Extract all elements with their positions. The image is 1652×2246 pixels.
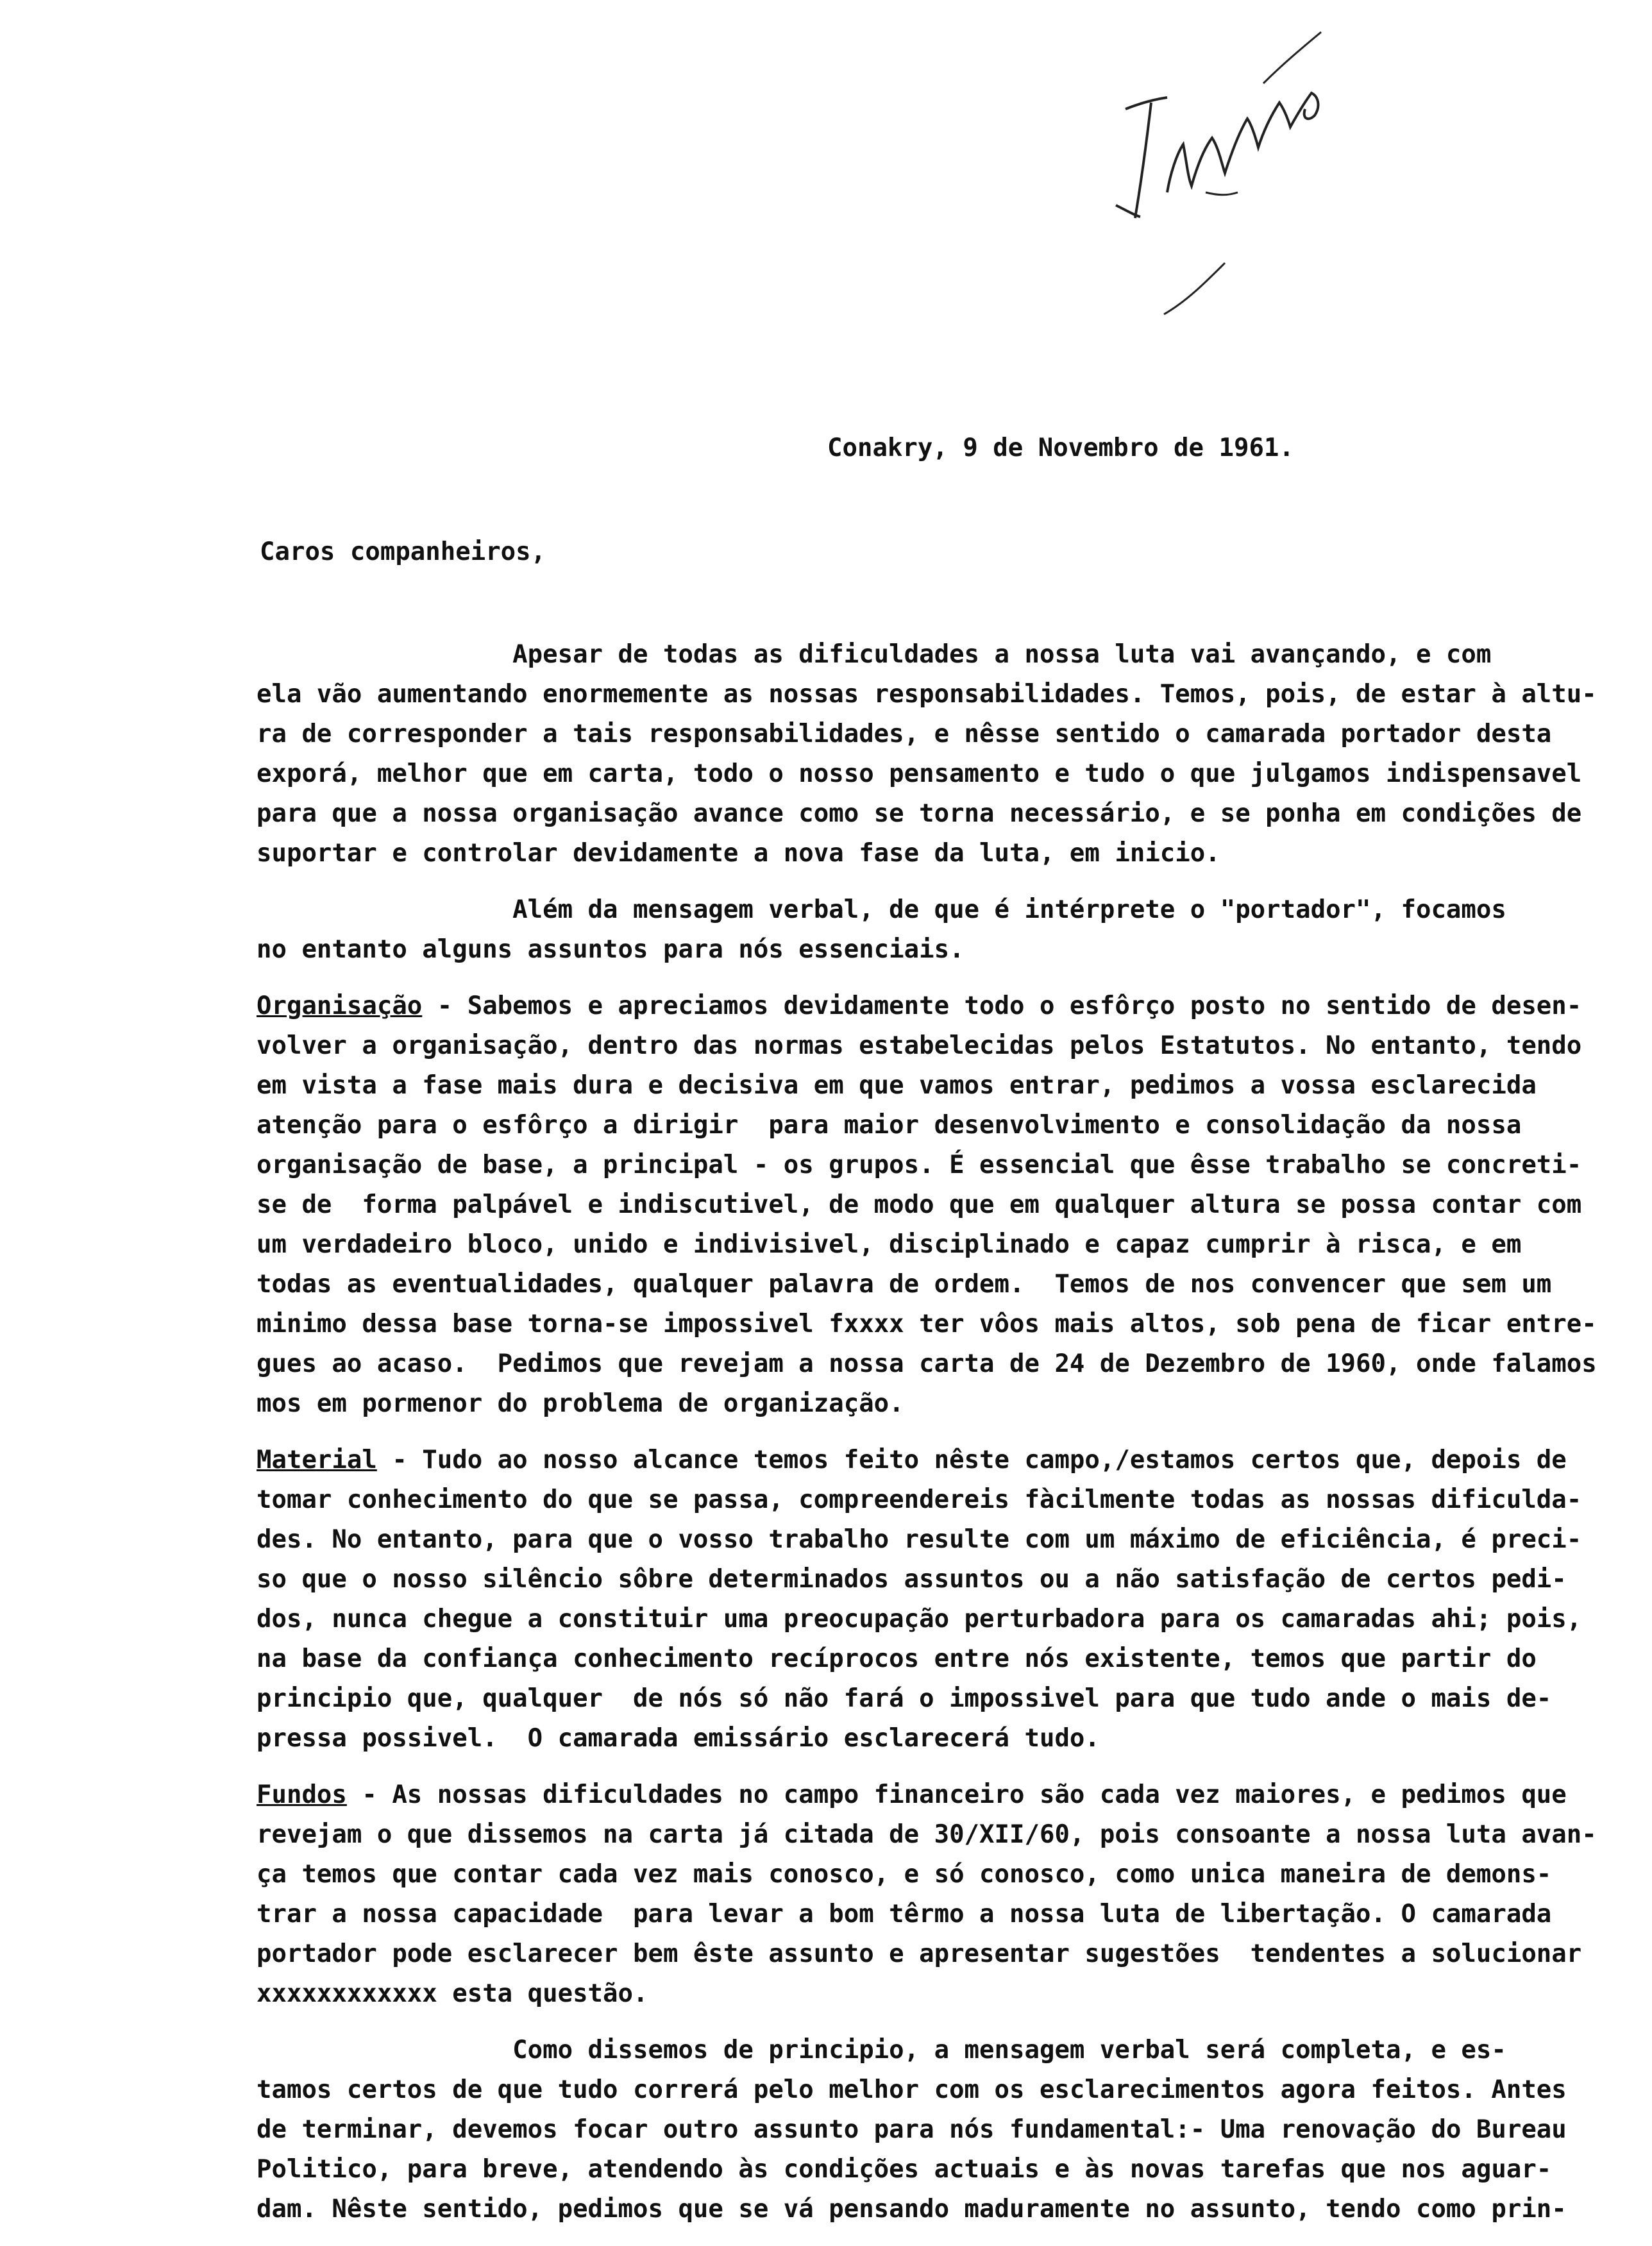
text-line: minimo dessa base torna-se impossivel fxxxx ter vôos mais altos, sob pena de ficar entre- (257, 1310, 1597, 1338)
text-line-rest: - Tudo ao nosso alcance temos feito nêste campo,/estamos certos que, depois de (376, 1446, 1567, 1474)
text-line: ça temos que contar cada vez mais conosco, e só conosco, como unica maneira de demons- (257, 1860, 1552, 1889)
text-line: se de forma palpável e indiscutivel, de modo que em qualquer altura se possa contar com (257, 1190, 1582, 1219)
letter-date: Conakry, 9 de Novembro de 1961. (827, 434, 1294, 462)
text-line (257, 986, 1622, 1026)
text-line: em vista a fase mais dura e decisiva em que vamos entrar, pedimos a vossa esclarecida (257, 1071, 1537, 1100)
text-line: Como dissemos de principio, a mensagem verbal será completa, e es- (257, 2036, 1506, 2064)
text-line: Além da mensagem verbal, de que é intérprete o "portador", focamos (257, 895, 1506, 924)
text-line: um verdadeiro bloco, unido e indivisivel, disciplinado e capaz cumprir à risca, e em (257, 1230, 1522, 1259)
paragraph-material (257, 1440, 1622, 1759)
text-line: Apesar de todas as dificuldades a nossa luta vai avançando, e com (257, 640, 1492, 669)
letter-salutation: Caros companheiros, (260, 537, 546, 566)
text-line: volver a organisação, dentro das normas estabelecidas pelos Estatutos. No entanto, tendo (257, 1031, 1582, 1060)
paragraph-intro (257, 635, 1622, 874)
text-line: xxxxxxxxxxxx esta questão. (257, 1979, 648, 2008)
text-line: dam. Nêste sentido, pedimos que se vá pensando maduramente no assunto, tendo como prin- (257, 2195, 1567, 2224)
text-line: atenção para o esfôrço a dirigir para maior desenvolvimento e consolidação da nossa (257, 1111, 1522, 1140)
text-line: revejam o que dissemos na carta já citada de 30/XII/60, pois consoante a nossa luta avan- (257, 1820, 1597, 1849)
text-line-rest: - Sabemos e apreciamos devidamente todo o esfôrço posto no sentido de desen- (422, 992, 1582, 1020)
text-line: ela vão aumentando enormemente as nossas responsabilidades. Temos, pois, de estar à altu- (257, 680, 1597, 709)
handwritten-note-drawing (1090, 13, 1347, 321)
paragraph-closing (257, 2031, 1622, 2229)
paragraph-verbal-message (257, 890, 1622, 970)
section-heading-organisacao: Organisação (257, 992, 423, 1020)
section-heading-material: Material (257, 1446, 377, 1474)
text-line: pressa possivel. O camarada emissário esclarecerá tudo. (257, 1724, 1100, 1753)
section-heading-fundos: Fundos (257, 1780, 347, 1809)
text-line: tamos certos de que tudo correrá pelo melhor com os esclarecimentos agora feitos. Antes (257, 2075, 1567, 2104)
text-line: so que o nosso silêncio sôbre determinados assuntos ou a não satisfação de certos pedi- (257, 1565, 1567, 1594)
text-line: na base da confiança conhecimento recíprocos entre nós existente, temos que partir do (257, 1644, 1537, 1673)
text-line: organisação de base, a principal - os grupos. É essencial que êsse trabalho se concreti- (257, 1151, 1582, 1179)
text-line: principio que, qualquer de nós só não fará o impossivel para que tudo ande o mais de- (257, 1684, 1552, 1713)
text-line-rest: - As nossas dificuldades no campo financeiro são cada vez maiores, e pedimos que (346, 1780, 1567, 1809)
paragraph-fundos (257, 1775, 1622, 2014)
text-line: para que a nossa organisação avance como se torna necessário, e se ponha em condições de (257, 799, 1582, 828)
paragraph-organisacao (257, 986, 1622, 1424)
text-line: no entanto alguns assuntos para nós essenciais. (257, 935, 965, 964)
handwritten-note (1090, 13, 1347, 321)
text-line: mos em pormenor do problema de organização. (257, 1389, 904, 1418)
text-line: exporá, melhor que em carta, todo o nosso pensamento e tudo o que julgamos indispensavel (257, 759, 1582, 788)
text-line: dos, nunca chegue a constituir uma preocupação perturbadora para os camaradas ahi; pois, (257, 1605, 1582, 1634)
text-line: des. No entanto, para que o vosso trabalho resulte com um máximo de eficiência, é preci- (257, 1525, 1582, 1554)
text-line: tomar conhecimento do que se passa, compreendereis fàcilmente todas as nossas dificulda- (257, 1485, 1582, 1514)
text-line: ra de corresponder a tais responsabilidades, e nêsse sentido o camarada portador desta (257, 720, 1552, 748)
text-line: trar a nossa capacidade para levar a bom têrmo a nossa luta de libertação. O camarada (257, 1900, 1552, 1929)
text-line (257, 1775, 1622, 1815)
text-line: suportar e controlar devidamente a nova fase da luta, em inicio. (257, 839, 1220, 868)
text-line: gues ao acaso. Pedimos que revejam a nossa carta de 24 de Dezembro de 1960, onde falamos (257, 1349, 1597, 1378)
letter-body (257, 635, 1622, 2246)
text-line: todas as eventualidades, qualquer palavra de ordem. Temos de nos convencer que sem um (257, 1270, 1552, 1299)
text-line: de terminar, devemos focar outro assunto para nós fundamental:- Uma renovação do Bureau (257, 2115, 1567, 2144)
text-line (257, 1440, 1622, 1480)
text-line: portador pode esclarecer bem êste assunto e apresentar sugestões tendentes a solucionar (257, 1939, 1582, 1968)
text-line: Politico, para breve, atendendo às condições actuais e às novas tarefas que nos aguar- (257, 2155, 1552, 2184)
